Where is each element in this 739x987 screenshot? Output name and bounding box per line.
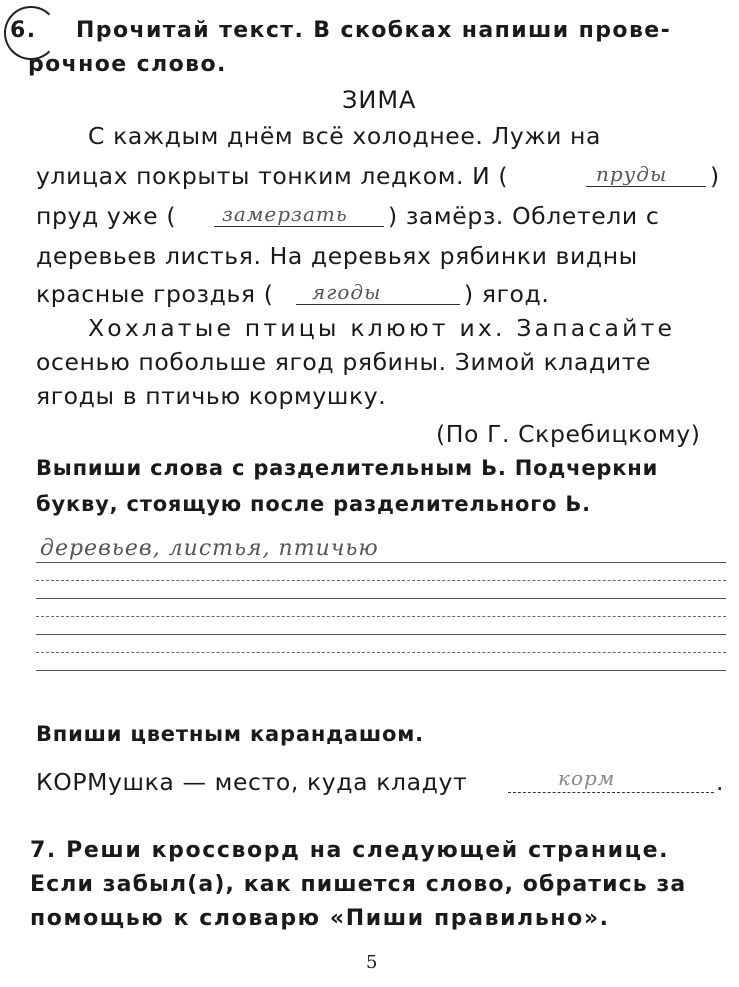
task7-line3: помощью к словарю «Пиши правильно». — [30, 906, 610, 931]
color-task-end: . — [716, 768, 725, 796]
color-task-handwritten-answer: корм — [558, 766, 616, 790]
story-line-3a: пруд уже ( — [36, 202, 177, 230]
exercise-handwritten-answer: деревьев, листья, птичью — [40, 536, 379, 561]
story-line-4: деревьев листья. На деревьях рябинки видны — [36, 242, 638, 270]
writing-guide-2 — [36, 616, 726, 617]
story-line-5b: ) ягод. — [464, 280, 550, 308]
story-line-2a: улицах покрыты тонким ледком. И ( — [36, 162, 509, 190]
story-line-5a: красные гроздья ( — [36, 280, 274, 308]
exercise-instruction-line1: Выпиши слова с разделительным Ь. Подчеркни — [36, 456, 659, 480]
writing-line-4[interactable] — [36, 670, 726, 671]
story-line-2b: ) — [710, 162, 720, 190]
color-task-instruction: Впиши цветным карандашом. — [36, 722, 424, 746]
writing-line-3[interactable] — [36, 634, 726, 635]
color-task-sentence: КОРМушка — место, куда кладут — [36, 768, 468, 796]
page-number: 5 — [366, 952, 378, 973]
story-line-8: ягоды в птичью кормушку. — [36, 382, 387, 410]
task6-heading-line1: Прочитай текст. В скобках напиши прове- — [76, 18, 672, 43]
story-line-7: осенью побольше ягод рябины. Зимой кладите — [36, 348, 652, 376]
task7-line2: Если забыл(а), как пишется слово, обратись за — [30, 872, 687, 897]
handwritten-answer-2: замерзать — [222, 202, 348, 226]
writing-line-1[interactable] — [36, 562, 726, 563]
story-line-1: С каждым днём всё холоднее. Лужи на — [88, 122, 602, 150]
writing-guide-3 — [36, 652, 726, 653]
story-line-6: Хохлатые птицы клюют их. Запасайте — [88, 314, 676, 342]
task6-heading-line2: рочное слово. — [28, 52, 227, 77]
story-line-3b: ) замёрз. Облетели с — [388, 202, 660, 230]
handwritten-answer-1: пруды — [596, 162, 668, 186]
task6-number: 6. — [10, 18, 37, 43]
story-source: (По Г. Скребицкому) — [436, 420, 701, 448]
writing-guide-1 — [36, 580, 726, 581]
task7-line1: 7. Реши кроссворд на следующей странице. — [30, 838, 670, 863]
writing-line-2[interactable] — [36, 598, 726, 599]
story-title: ЗИМА — [342, 86, 417, 114]
exercise-instruction-line2: букву, стоящую после разделительного Ь. — [36, 492, 591, 516]
handwritten-answer-3: ягоды — [312, 280, 382, 304]
